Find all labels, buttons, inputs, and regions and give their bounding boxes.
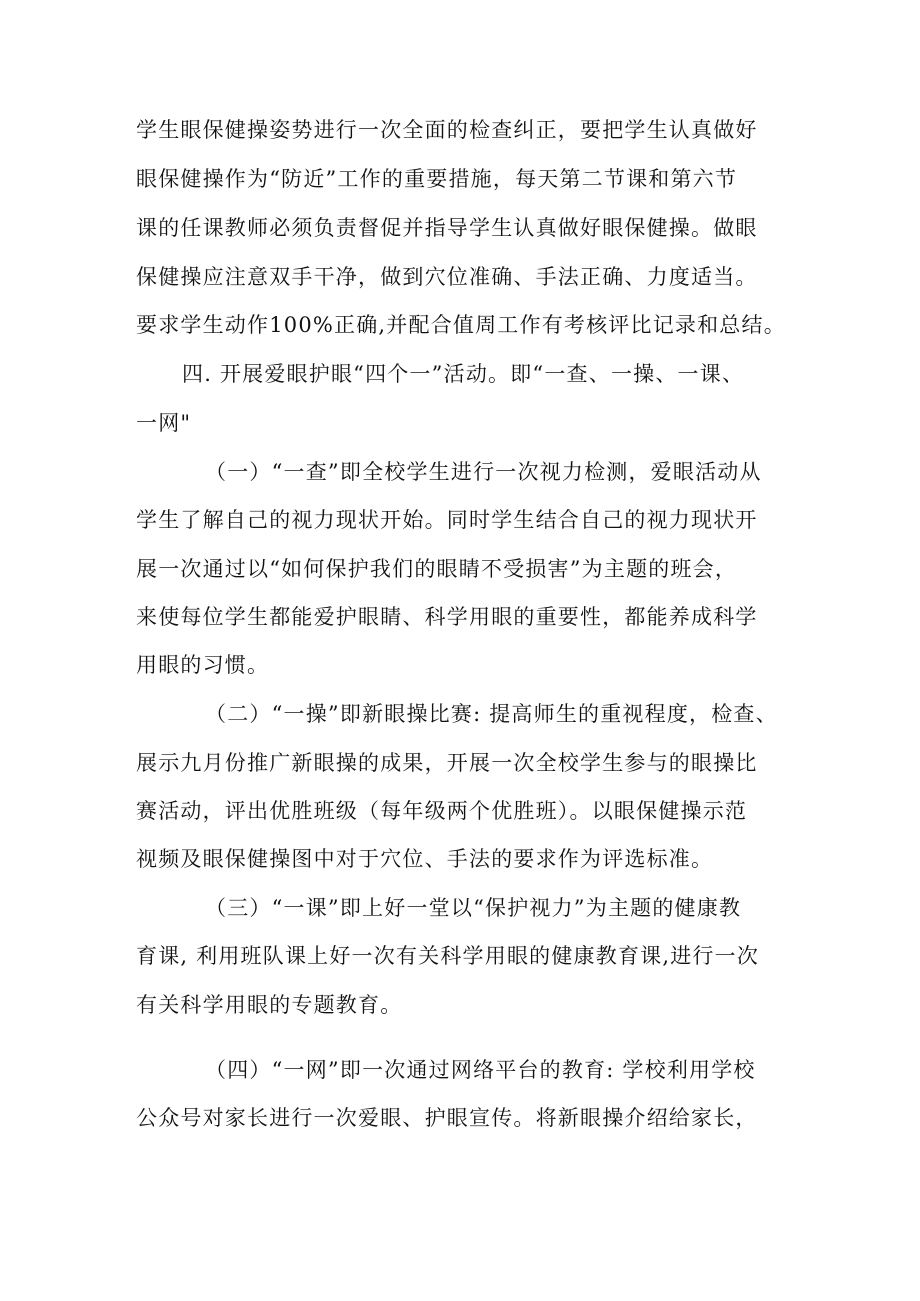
section-heading: 四. 开展爱眼护眼“四个一”活动。即“一查、一操、一课、	[182, 362, 745, 386]
paragraph-line: （二）“一操”即新眼操比赛: 提高师生的重视程度，检查、	[205, 702, 778, 726]
paragraph-line: 育课, 利用班队课上好一次有关科学用眼的健康教育课,进行一次	[136, 944, 760, 968]
paragraph-line: （四）“一网”即一次通过网络平台的教育: 学校利用学校	[205, 1058, 756, 1082]
paragraph-line: 用眼的习惯。	[136, 653, 270, 677]
paragraph-line: 保健操应注意双手干净，做到穴位准确、手法正确、力度适当。	[136, 265, 758, 289]
paragraph-line: 展示九月份推广新眼操的成果，开展一次全校学生参与的眼操比	[136, 751, 758, 775]
paragraph-line: 展一次通过以“如何保护我们的眼睛不受损害”为主题的班会，	[136, 557, 738, 581]
section-heading-continuation: 一网"	[136, 411, 192, 435]
paragraph-line: 学生了解自己的视力现状开始。同时学生结合自己的视力现状开	[136, 508, 758, 532]
paragraph-line: 眼保健操作为“防近”工作的重要措施，每天第二节课和第六节	[136, 167, 738, 191]
paragraph-line: （三）“一课”即上好一堂以“保护视力”为主题的健康教	[205, 896, 742, 920]
paragraph-line: 要求学生动作100%正确,并配合值周工作有考核评比记录和总结。	[136, 313, 786, 337]
paragraph-line: （一）“一查”即全校学生进行一次视力检测，爱眼活动从	[205, 460, 762, 484]
paragraph-line: 有关科学用眼的专题教育。	[136, 993, 403, 1017]
paragraph-line: 视频及眼保健操图中对于穴位、手法的要求作为评选标准。	[136, 847, 714, 871]
paragraph-line: 赛活动，评出优胜班级（每年级两个优胜班）。以眼保健操示范	[136, 799, 748, 823]
paragraph-line: 学生眼保健操姿势进行一次全面的检查纠正，要把学生认真做好	[136, 118, 758, 142]
paragraph-line: 来使每位学生都能爱护眼睛、科学用眼的重要性，都能养成科学	[136, 605, 758, 629]
paragraph-line: 课的任课教师必须负责督促并指导学生认真做好眼保健操。做眼	[136, 216, 758, 240]
paragraph-line: 公众号对家长进行一次爱眼、护眼宣传。将新眼操介绍给家长，	[136, 1106, 758, 1130]
